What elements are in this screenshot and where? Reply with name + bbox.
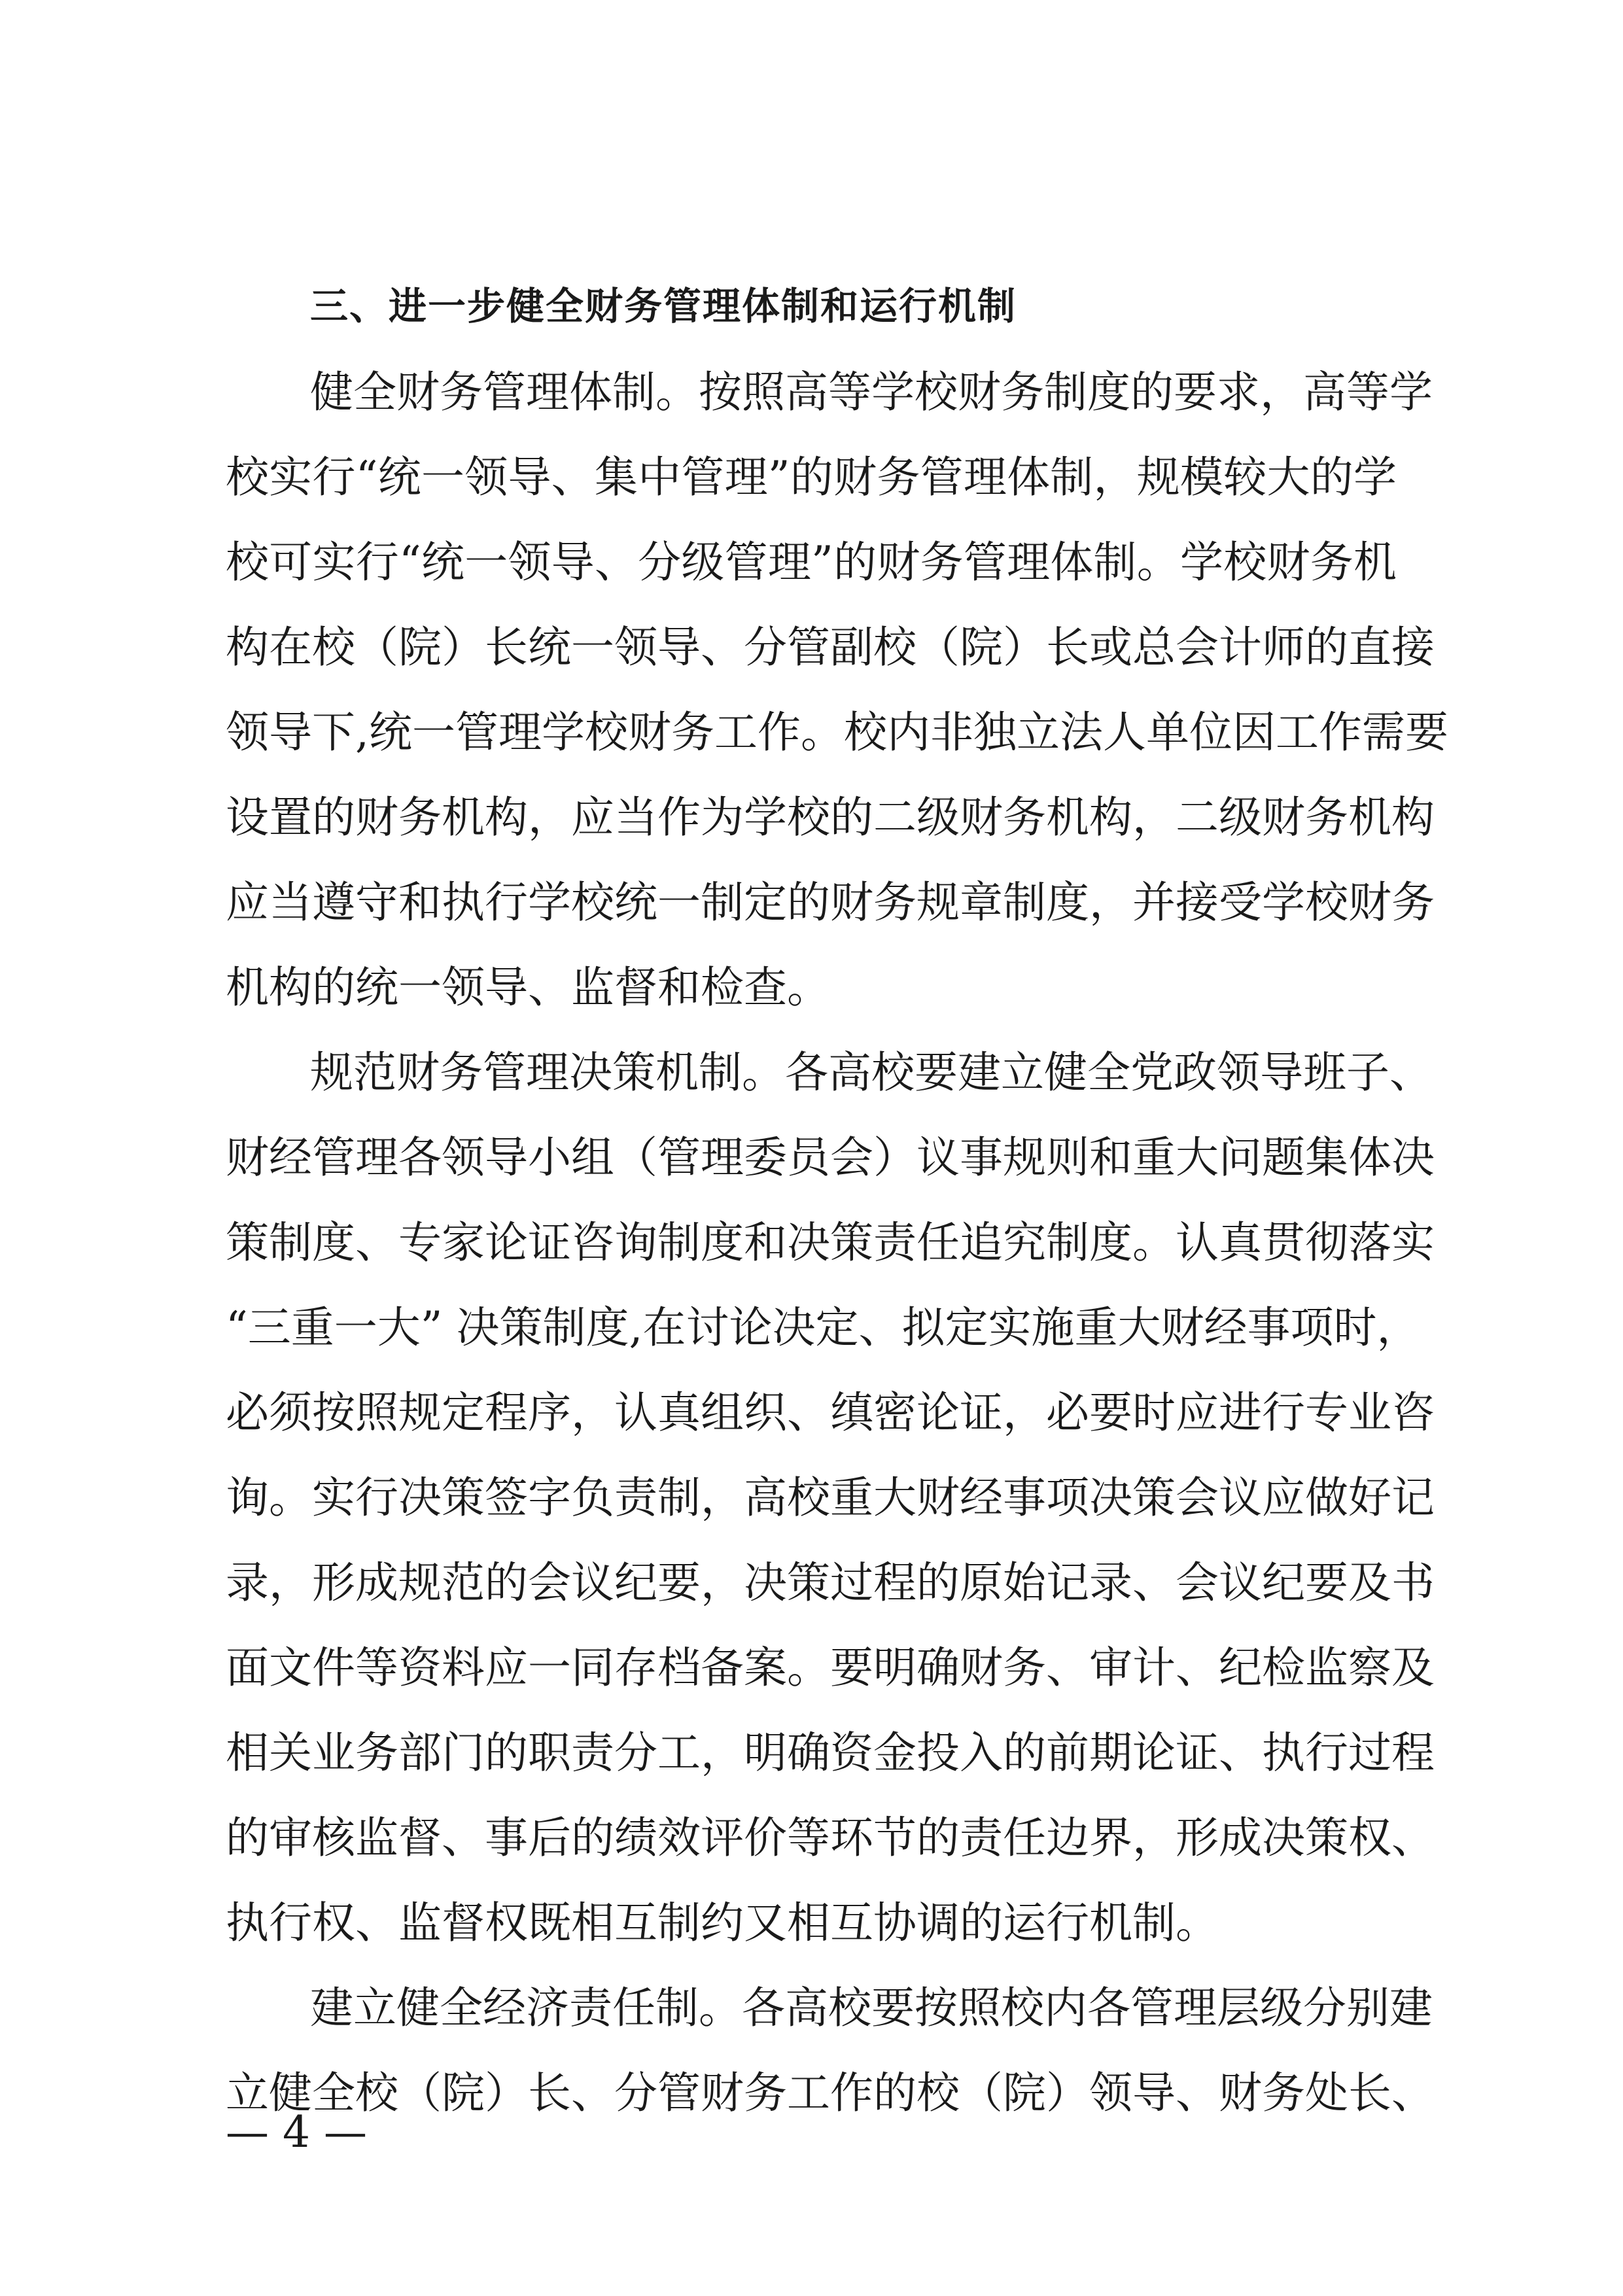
paragraph-2-line-10: 的审核监督、事后的绩效评价等环节的责任边界，形成决策权、 xyxy=(226,1813,1435,1863)
paragraph-1-line-3: 校可实行“统一领导、分级管理”的财务管理体制。学校财务机 xyxy=(226,537,1397,587)
paragraph-2-line-5: 必须按照规定程序，认真组织、缜密论证，必要时应进行专业咨 xyxy=(226,1387,1435,1438)
paragraph-2-line-11: 执行权、监督权既相互制约又相互协调的运行机制。 xyxy=(226,1898,1219,1948)
paragraph-2-line-1: 规范财务管理决策机制。各高校要建立健全党政领导班子、 xyxy=(310,1047,1433,1098)
paragraph-2-line-9: 相关业务部门的职责分工，明确资金投入的前期论证、执行过程 xyxy=(226,1728,1435,1778)
paragraph-2-line-6: 询。实行决策签字负责制，高校重大财经事项决策会议应做好记 xyxy=(226,1472,1435,1523)
paragraph-1-line-4: 构在校（院）长统一领导、分管副校（院）长或总会计师的直接 xyxy=(226,622,1435,672)
paragraph-3-line-2: 立健全校（院）长、分管财务工作的校（院）领导、财务处长、 xyxy=(226,2068,1435,2118)
paragraph-2-line-2: 财经管理各领导小组（管理委员会）议事规则和重大问题集体决 xyxy=(226,1132,1435,1183)
paragraph-1-line-2: 校实行“统一领导、集中管理”的财务管理体制，规模较大的学 xyxy=(226,452,1397,502)
paragraph-2-line-4: “三重一大” 决策制度,在讨论决定、拟定实施重大财经事项时， xyxy=(226,1302,1420,1353)
section-heading: 三、进一步健全财务管理体制和运行机制 xyxy=(310,284,1017,328)
paragraph-1-line-5: 领导下,统一管理学校财务工作。校内非独立法人单位因工作需要 xyxy=(226,707,1448,757)
paragraph-1-line-6: 设置的财务机构，应当作为学校的二级财务机构，二级财务机构 xyxy=(226,792,1435,843)
paragraph-1-line-1: 健全财务管理体制。按照高等学校财务制度的要求，高等学 xyxy=(310,367,1433,417)
paragraph-3-line-1: 建立健全经济责任制。各高校要按照校内各管理层级分别建 xyxy=(310,1983,1433,2033)
paragraph-1-line-7: 应当遵守和执行学校统一制定的财务规章制度，并接受学校财务 xyxy=(226,877,1435,928)
page-number: — 4 — xyxy=(226,2107,367,2157)
paragraph-2-line-8: 面文件等资料应一同存档备案。要明确财务、审计、纪检监察及 xyxy=(226,1643,1435,1693)
paragraph-2-line-3: 策制度、专家论证咨询制度和决策责任追究制度。认真贯彻落实 xyxy=(226,1217,1435,1268)
paragraph-2-line-7: 录，形成规范的会议纪要，决策过程的原始记录、会议纪要及书 xyxy=(226,1557,1435,1608)
paragraph-1-line-8: 机构的统一领导、监督和检查。 xyxy=(226,962,830,1013)
